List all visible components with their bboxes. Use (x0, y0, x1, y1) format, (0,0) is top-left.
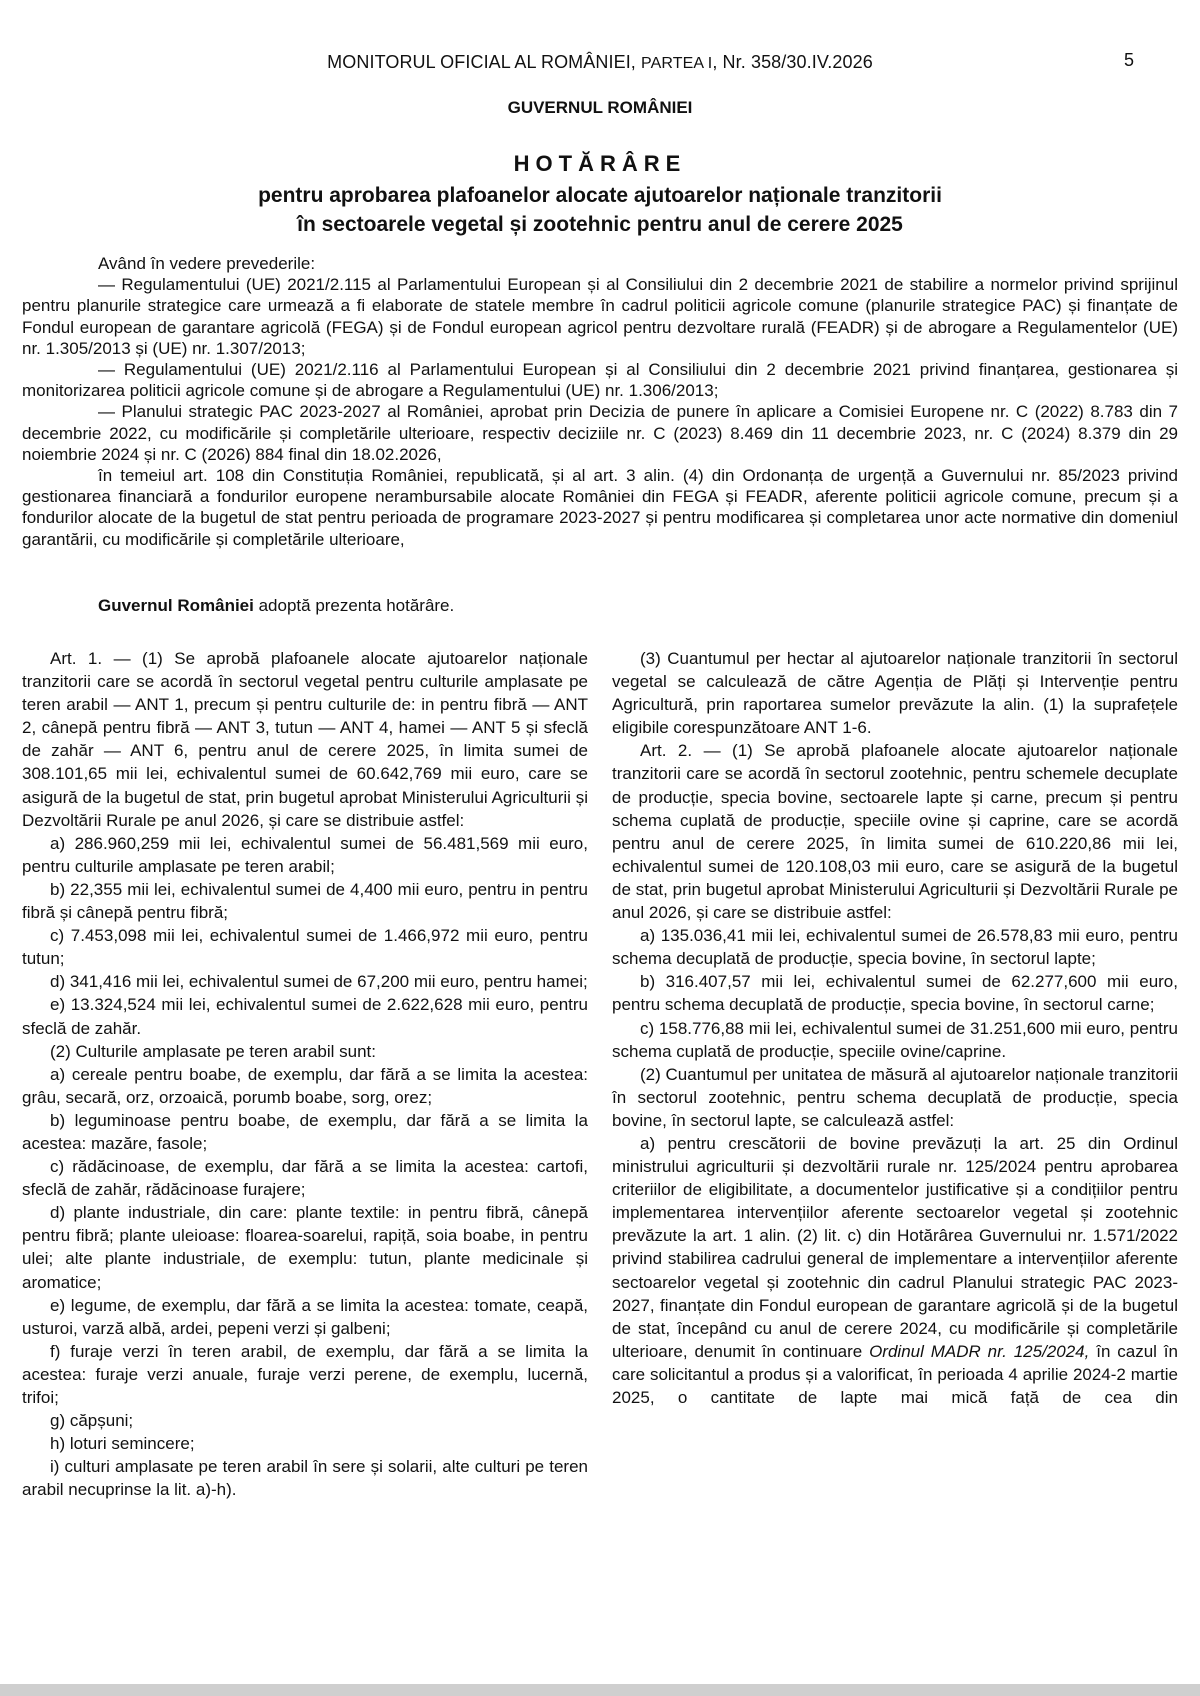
article-1-paragraph-1: Art. 1. — (1) Se aprobă plafoanele alocate ajutoarelor naționale tranzitorii care se acordă în sectorul vegetal pentru culturile amplasate pe teren arabil — ANT 1, precum și pentru culturile de: in pentru fibră — ANT 2, cânepă pentru fibră — ANT 3, tutun — ANT 4, hamei — ANT 5 și sfeclă de zahăr — ANT 6, pentru anul de cerere 2025, în limita sumei de 308.101,65 mii lei, echivalentul sumei de 60.642,769 mii euro, care se asigură de la bugetul de stat, prin bugetul aprobat Ministerului Agriculturii și Dezvoltării Rurale pe anul 2026, și care se distribuie astfel: (22, 649, 588, 830)
list-item: d) plante industriale, din care: plante textile: in pentru fibră, cânepă pentru fibră; plante uleioase: floarea-soarelui, rapiță, soia boabe, in pentru ulei; alte plante industriale, de exemplu: tutun, plante medicinale și aromatice; (22, 1203, 588, 1292)
preamble-paragraph: — Regulamentului (UE) 2021/2.115 al Parlamentului European și al Consiliului din 2 decembrie 2021 de stabilire a normelor privind sprijinul pentru planurile strategice care urmează a fi elaborate de statele membre în cadrul politicii agricole comune (planurile strategice PAC) și finanțate de Fondul european de garantare agricolă (FEGA) și de Fondul european agricol pentru dezvoltare rurală (FEADR) și de abrogare a Regulamentelor (UE) nr. 1.305/2013 și (UE) nr. 1.307/2013; (22, 275, 1178, 358)
list-item: e) legume, de exemplu, dar fără a se limita la acestea: tomate, ceapă, usturoi, varză albă, ardei, pepeni verzi și galbeni; (22, 1295, 588, 1338)
list-item: e) 13.324,524 mii lei, echivalentul sumei de 2.622,628 mii euro, pentru sfeclă de zahăr. (22, 995, 588, 1038)
article-2-paragraph-2: (2) Cuantumul per unitatea de măsură al ajutoarelor naționale tranzitorii în sectorul zootehnic, pentru schema decuplată de producție, specia bovine, în sectorul lapte, se calculează astfel: (612, 1064, 1178, 1130)
list-item: c) 158.776,88 mii lei, echivalentul sumei de 31.251,600 mii euro, pentru schema cuplată de producție, speciile ovine/caprine. (612, 1018, 1178, 1061)
right-column (612, 647, 1178, 1409)
list-item: a) 135.036,41 mii lei, echivalentul sumei de 26.578,83 mii euro, pentru schema decuplată de producție, specia bovine, în sectorul lapte; (612, 926, 1178, 969)
preamble (22, 253, 1178, 550)
preamble-intro: Având în vedere prevederile: (98, 254, 316, 273)
list-item-text: a) pentru crescătorii de bovine prevăzuți la art. 25 din Ordinul ministrului agriculturii și dezvoltării rurale nr. 125/2024 pentru aprobarea criteriilor de eligibilitate, a documentelor justificative și a condițiilor pentru implementarea intervențiilor aferente sectoarelor vegetal și zootehnic prevăzute la art. 1 alin. (2) lit. c) din Hotărârea Guvernului nr. 1.571/2022 privind stabilirea cadrului general de implementare a intervențiilor aferente sectoarelor vegetal și zootehnic din cadrul Planului strategic PAC 2023-2027, finanțate din Fondul european de garantare agricolă și de la bugetul de stat, începând cu anul de cerere 2024, cu modificările și completările ulterioare, denumit în continuare (612, 1133, 1178, 1361)
left-column (22, 647, 588, 1501)
list-item: h) loturi semincere; (50, 1434, 195, 1454)
adoption-statement (22, 596, 1178, 616)
article-2-paragraph-1: Art. 2. — (1) Se aprobă plafoanele alocate ajutoarelor naționale tranzitorii care se acordă în sectorul zootehnic, pentru schemele decuplate de producție, specia bovine, sectoarele lapte și carne, precum și pentru schema cuplată de producție, speciile ovine și caprine, care se acordă pentru anul de cerere 2025, în limita sumei de 610.220,86 mii lei, echivalentul sumei de 120.108,03 mii euro, care se asigură de la bugetul de stat, prin bugetul aprobat Ministerului Agriculturii și Dezvoltării Rurale pe anul 2026, și care se distribuie astfel: (612, 741, 1178, 923)
running-header (0, 52, 1200, 73)
page-number: 5 (1124, 50, 1135, 70)
document-title (0, 181, 1200, 239)
list-item: g) căpșuni; (50, 1411, 134, 1431)
issuer-heading: GUVERNUL ROMÂNIEI (507, 98, 693, 117)
preamble-paragraph: — Planului strategic PAC 2023-2027 al României, aprobat prin Decizia de punere în aplicare a Comisiei Europene nr. C (2022) 8.783 din 7 decembrie 2022, cu modificările și completările ulterioare, respectiv deciziile nr. C (2023) 8.469 din 11 decembrie 2023, nr. C (2024) 8.379 din 29 noiembrie 2024 și nr. C (2026) 884 final din 18.02.2026, (22, 402, 1178, 464)
document-type-heading: HOTĂRÂRE (513, 151, 687, 176)
list-item: a) cereale pentru boabe, de exemplu, dar fără a se limita la acestea: grâu, secară, orz, orzoaică, porumb boabe, sorg, orez; (22, 1064, 588, 1107)
list-item: c) 7.453,098 mii lei, echivalentul sumei de 1.466,972 mii euro, pentru tutun; (22, 926, 588, 969)
preamble-legal-basis: în temeiul art. 108 din Constituția României, republicată, și al art. 3 alin. (4) din Ordonanța de urgență a Guvernului nr. 85/2023 privind gestionarea financiară a fondurilor europene nerambursabile alocate României din FEGA și FEADR, aferente politicii agricole comune, precum și a fondurilor alocate de la bugetul de stat pentru perioada de programare 2023-2027 și pentru modificarea și completarea unor acte normative din domeniul garantării, cu modificările și completările ulterioare, (22, 466, 1178, 549)
article-1-paragraph-2: (2) Culturile amplasate pe teren arabil sunt: (50, 1041, 376, 1061)
list-item: b) leguminoase pentru boabe, de exemplu, dar fără a se limita la acestea: mazăre, fasole; (22, 1110, 588, 1153)
list-item: i) culturi amplasate pe teren arabil în sere și solarii, alte culturi pe teren arabil necuprinse la lit. a)-h). (22, 1457, 588, 1500)
preamble-paragraph: — Regulamentului (UE) 2021/2.116 al Parlamentului European și al Consiliului din 2 decembrie 2021 privind finanțarea, gestionarea și monitorizarea politicii agricole comune și de abrogare a Regulamentului (UE) nr. 1.306/2013; (22, 360, 1178, 401)
list-item: c) rădăcinoase, de exemplu, dar fără a se limita la acestea: cartofi, sfeclă de zahăr, rădăcinoase furajere; (22, 1157, 588, 1200)
list-item-text-continued: în cazul în care solicitantul a produs și a valorificat, în perioada 4 aprilie 2024-2 martie 2025, o cantitate de lapte mai mică față de cea din (612, 1341, 1178, 1407)
page-bottom-edge (0, 1684, 1200, 1696)
italic-reference: Ordinul MADR nr. 125/2024, (869, 1341, 1090, 1361)
title-line-1: pentru aprobarea plafoanelor alocate ajutoarelor naționale tranzitorii (258, 184, 942, 207)
list-item: b) 316.407,57 mii lei, echivalentul sumei de 62.277,600 mii euro, pentru schema decuplată de producție, specia bovine, în sectorul carne; (612, 972, 1178, 1015)
publication-prefix: MONITORUL OFICIAL AL ROMÂNIEI, (327, 52, 641, 72)
list-item: d) 341,416 mii lei, echivalentul sumei de 67,200 mii euro, pentru hamei; (50, 972, 588, 992)
list-item-continued (612, 1132, 1178, 1409)
article-1-paragraph-3: (3) Cuantumul per hectar al ajutoarelor naționale tranzitorii în sectorul vegetal se calculează de către Agenția de Plăți și Intervenție pentru Agricultură, prin raportarea sumelor prevăzute la alin. (1) la suprafețele eligibile corespunzătoare ANT 1-6. (612, 649, 1178, 738)
adoption-rest: adoptă prezenta hotărâre. (253, 596, 455, 615)
title-line-2: în sectoarele vegetal și zootehnic pentru anul de cerere 2025 (297, 213, 903, 236)
list-item: f) furaje verzi în teren arabil, de exemplu, dar fără a se limita la acestea: furaje verzi anuale, furaje verzi perene, de exemplu, lucernă, trifoi; (22, 1341, 588, 1407)
publication-suffix: , Nr. 358/30.IV.2026 (712, 52, 873, 72)
list-item: a) 286.960,259 mii lei, echivalentul sumei de 56.481,569 mii euro, pentru culturile amplasate pe teren arabil; (22, 833, 588, 876)
list-item: b) 22,355 mii lei, echivalentul sumei de 4,400 mii euro, pentru in pentru fibră și cânepă pentru fibră; (22, 879, 588, 923)
publication-part: PARTEA I (641, 55, 713, 72)
adoption-subject: Guvernul României (98, 596, 254, 615)
